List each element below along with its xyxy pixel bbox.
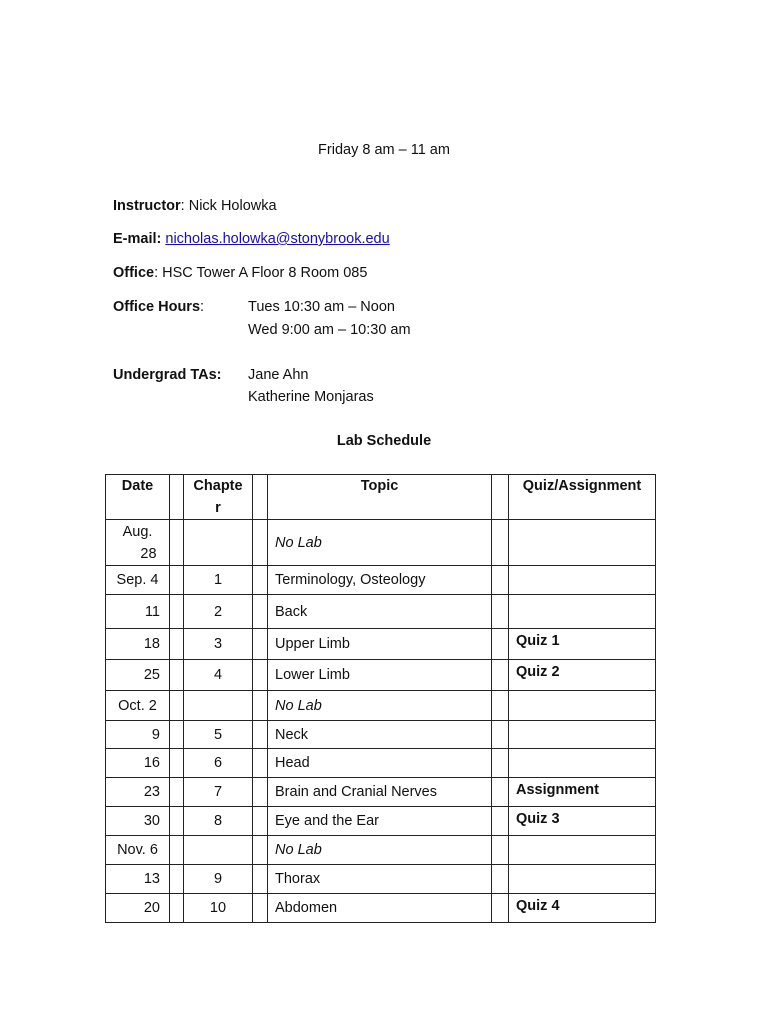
row-date: 16	[106, 749, 170, 778]
table-row	[106, 629, 656, 660]
row-topic: Brain and Cranial Nerves	[268, 778, 492, 807]
row-chapter	[184, 520, 253, 566]
row-chapter	[184, 836, 253, 865]
office-hours-label: Office Hours:	[113, 299, 205, 315]
office-line	[113, 264, 367, 282]
email-link[interactable]: nicholas.holowka@stonybrook.edu	[165, 231, 390, 247]
row-date: Sep. 4	[106, 566, 170, 595]
row-quiz: Quiz 3	[509, 807, 656, 836]
ta-name-2: Katherine Monjaras	[248, 389, 374, 405]
row-quiz	[509, 691, 656, 721]
row-topic: Eye and the Ear	[268, 807, 492, 836]
row-date: 18	[106, 629, 170, 660]
table-row	[106, 520, 656, 566]
row-chapter: 1	[184, 566, 253, 595]
row-chapter: 2	[184, 595, 253, 629]
header-quiz: Quiz/Assignment	[509, 475, 656, 520]
row-topic: Upper Limb	[268, 629, 492, 660]
row-chapter	[184, 691, 253, 721]
row-date: 20	[106, 894, 170, 923]
header-date: Date	[106, 475, 170, 520]
email-line	[113, 230, 390, 248]
row-topic: Lower Limb	[268, 660, 492, 691]
row-date: 25	[106, 660, 170, 691]
row-quiz	[509, 721, 656, 749]
row-date: 9	[106, 721, 170, 749]
lab-schedule-table	[105, 474, 656, 923]
row-quiz: Quiz 1	[509, 629, 656, 660]
header-chapter: Chapte r	[184, 475, 253, 520]
row-date: Nov. 6	[106, 836, 170, 865]
row-quiz: Quiz 4	[509, 894, 656, 923]
table-row	[106, 660, 656, 691]
row-quiz: Quiz 2	[509, 660, 656, 691]
row-chapter: 6	[184, 749, 253, 778]
row-topic: Neck	[268, 721, 492, 749]
schedule-title: Lab Schedule	[336, 433, 432, 449]
row-topic: Abdomen	[268, 894, 492, 923]
row-date: 30	[106, 807, 170, 836]
spacer-cell	[492, 475, 509, 520]
office-value: : HSC Tower A Floor 8 Room 085	[154, 265, 368, 281]
row-topic: Thorax	[268, 865, 492, 894]
email-label: E-mail:	[113, 231, 162, 247]
table-row	[106, 836, 656, 865]
table-header-row	[106, 475, 656, 520]
row-chapter: 5	[184, 721, 253, 749]
table-row	[106, 691, 656, 721]
ta-name-1: Jane Ahn	[248, 367, 309, 383]
table-row	[106, 894, 656, 923]
instructor-line	[113, 197, 277, 215]
row-date: 13	[106, 865, 170, 894]
row-quiz	[509, 566, 656, 595]
instructor-label: Instructor	[113, 198, 181, 214]
row-topic: Head	[268, 749, 492, 778]
row-chapter: 7	[184, 778, 253, 807]
row-quiz	[509, 865, 656, 894]
row-quiz	[509, 749, 656, 778]
table-row	[106, 749, 656, 778]
header-topic: Topic	[268, 475, 492, 520]
table-row	[106, 566, 656, 595]
row-chapter: 4	[184, 660, 253, 691]
tas-label: Undergrad TAs:	[113, 367, 222, 383]
table-row	[106, 778, 656, 807]
instructor-value: : Nick Holowka	[180, 198, 277, 214]
spacer-cell	[253, 475, 268, 520]
row-quiz	[509, 836, 656, 865]
row-chapter: 10	[184, 894, 253, 923]
row-quiz	[509, 520, 656, 566]
row-topic: No Lab	[268, 836, 492, 865]
row-topic: No Lab	[268, 520, 492, 566]
table-row	[106, 807, 656, 836]
row-topic: Terminology, Osteology	[268, 566, 492, 595]
table-row	[106, 595, 656, 629]
row-chapter: 3	[184, 629, 253, 660]
row-chapter: 9	[184, 865, 253, 894]
row-topic: Back	[268, 595, 492, 629]
office-hours-line-1: Tues 10:30 am – Noon	[248, 299, 395, 315]
office-label: Office	[113, 265, 155, 281]
office-hours-line-2: Wed 9:00 am – 10:30 am	[248, 322, 411, 338]
row-date: 23	[106, 778, 170, 807]
row-quiz: Assignment	[509, 778, 656, 807]
table-row	[106, 721, 656, 749]
table-row	[106, 865, 656, 894]
row-date: 11	[106, 595, 170, 629]
row-chapter: 8	[184, 807, 253, 836]
row-topic: No Lab	[268, 691, 492, 721]
row-date: Aug. 28	[106, 520, 170, 566]
row-quiz	[509, 595, 656, 629]
spacer-cell	[170, 475, 184, 520]
session-time: Friday 8 am – 11 am	[318, 142, 450, 158]
row-date: Oct. 2	[106, 691, 170, 721]
